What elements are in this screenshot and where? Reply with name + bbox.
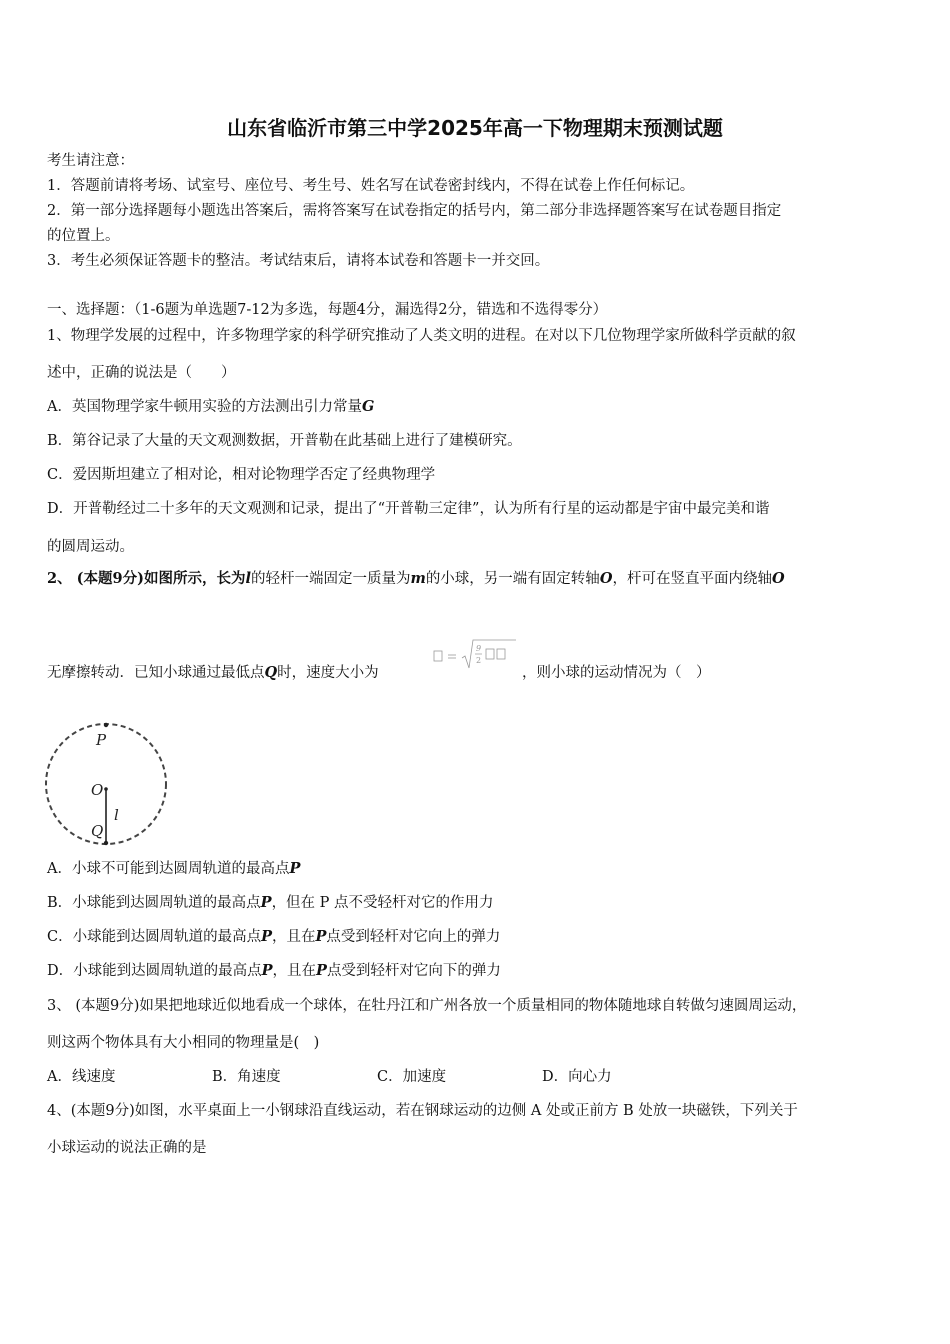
q3-option-a: A．线速度 bbox=[47, 1069, 116, 1085]
q2-stem: 无摩擦转动．已知小球通过最低点Q时，速度大小为 bbox=[47, 664, 379, 681]
circular-orbit-figure bbox=[42, 722, 172, 847]
q1-stem: 1、物理学发展的过程中，许多物理学家的科学研究推动了人类文明的进程。在对以下几位物理学家所做科学贡献的叙 bbox=[47, 328, 796, 344]
velocity-formula bbox=[432, 636, 518, 676]
svg-text:9: 9 bbox=[476, 644, 482, 653]
point-o-label: O bbox=[91, 781, 104, 799]
q1-option-d: 的圆周运动。 bbox=[47, 539, 134, 555]
notice-item: 3．考生必须保证答题卡的整洁。考试结束后，请将本试卷和答题卡一并交回。 bbox=[47, 253, 550, 269]
q1-option-d: D．开普勒经过二十多年的天文观测和记录，提出了“开普勒三定律”，认为所有行星的运动都是宇宙中最完美和谐 bbox=[47, 501, 770, 517]
notice-heading: 考生请注意： bbox=[47, 153, 134, 169]
rod-length-label: l bbox=[114, 806, 119, 824]
page-title: 山东省临沂市第三中学2025年高一下物理期末预测试题 bbox=[227, 116, 723, 140]
q4-stem: 4、(本题9分)如图，水平桌面上一小钢球沿直线运动，若在钢球运动的边侧 A 处或正前方 B 处放一块磁铁，下列关于 bbox=[47, 1103, 798, 1119]
q1-option-a: A．英国物理学家牛顿用实验的方法测出引力常量G bbox=[47, 398, 375, 415]
q4-stem: 小球运动的说法正确的是 bbox=[47, 1140, 207, 1156]
svg-text:2: 2 bbox=[476, 656, 482, 665]
notice-item: 2．第一部分选择题每小题选出答案后，需将答案写在试卷指定的括号内，第二部分非选择题答案写在试卷题目指定 bbox=[47, 203, 782, 219]
q2-option-c: C．小球能到达圆周轨道的最高点P，且在P点受到轻杆对它向上的弹力 bbox=[47, 928, 501, 945]
q1-option-c: C．爱因斯坦建立了相对论，相对论物理学否定了经典物理学 bbox=[47, 467, 436, 483]
q2-stem: ，则小球的运动情况为（ ） bbox=[522, 665, 711, 681]
point-q-label: Q bbox=[91, 822, 104, 840]
point-p-label: P bbox=[96, 731, 107, 749]
q3-option-d: D．向心力 bbox=[542, 1069, 612, 1085]
q2-option-a: A．小球不可能到达圆周轨道的最高点P bbox=[47, 860, 301, 877]
section-heading: 一、选择题：（1-6题为单选题7-12为多选，每题4分，漏选得2分，错选和不选得零分） bbox=[47, 302, 608, 318]
q2-option-d: D．小球能到达圆周轨道的最高点P，且在P点受到轻杆对它向下的弹力 bbox=[47, 962, 501, 979]
q3-stem: 3、 (本题9分)如果把地球近似地看成一个球体，在牡丹江和广州各放一个质量相同的物体随地球自转做匀速圆周运动， bbox=[47, 998, 807, 1014]
q3-option-b: B．角速度 bbox=[212, 1069, 281, 1085]
q1-option-b: B．第谷记录了大量的天文观测数据，开普勒在此基础上进行了建模研究。 bbox=[47, 433, 522, 449]
q2-stem: 2、 (本题9分)如图所示，长为l的轻杆一端固定一质量为m的小球，另一端有固定转轴O，杆可在竖直平面内绕轴O bbox=[47, 570, 785, 587]
q3-stem: 则这两个物体具有大小相同的物理量是( ) bbox=[47, 1035, 320, 1051]
notice-item: 1．答题前请将考场、试室号、座位号、考生号、姓名写在试卷密封线内，不得在试卷上作任何标记。 bbox=[47, 178, 695, 194]
q2-option-b: B．小球能到达圆周轨道的最高点P，但在 P 点不受轻杆对它的作用力 bbox=[47, 894, 494, 911]
q1-stem: 述中，正确的说法是（ ） bbox=[47, 365, 236, 381]
notice-item: 的位置上。 bbox=[47, 228, 120, 244]
circle-rod-diagram bbox=[42, 722, 172, 847]
q3-option-c: C．加速度 bbox=[377, 1069, 447, 1085]
velocity-formula-graphic bbox=[432, 636, 518, 676]
